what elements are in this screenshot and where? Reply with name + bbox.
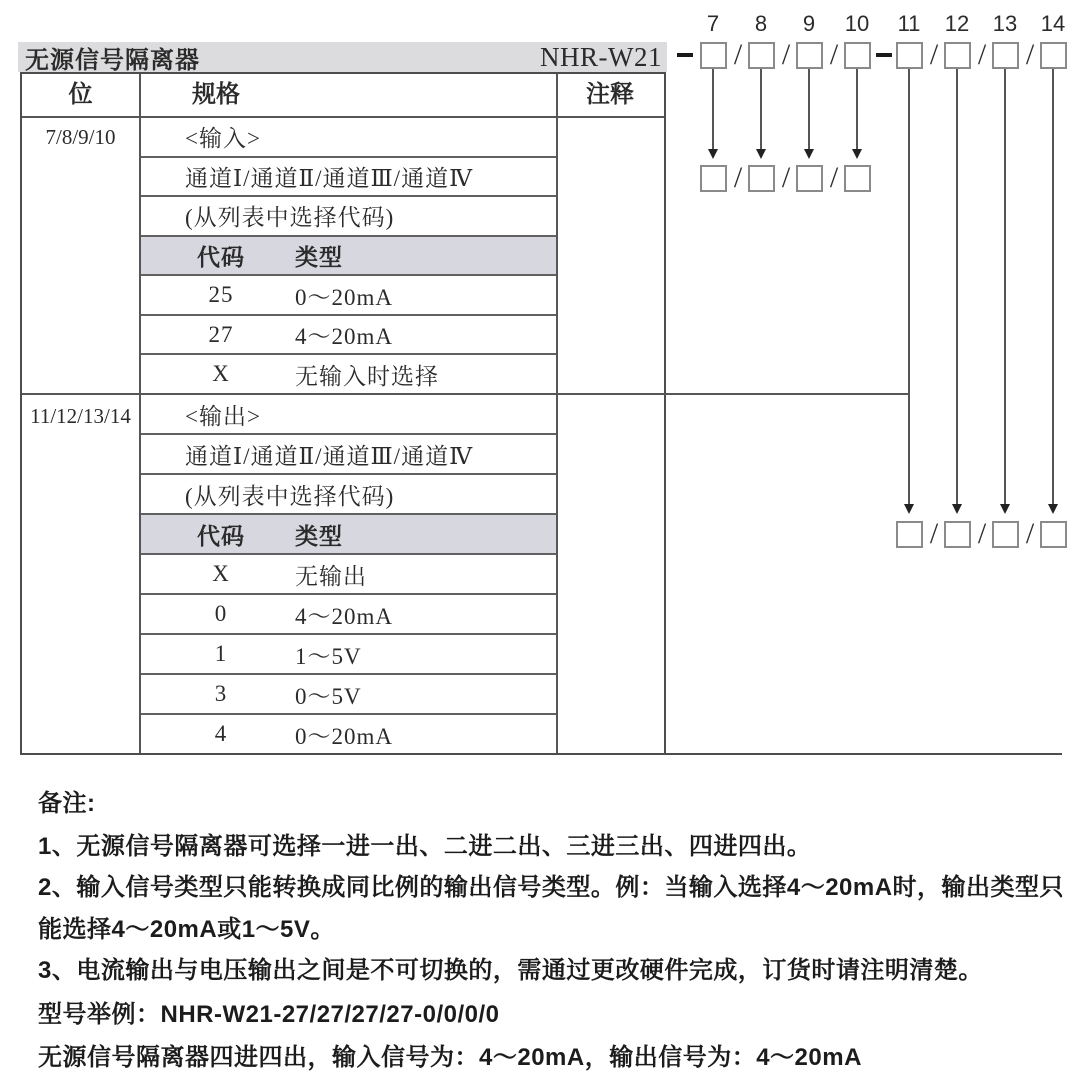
table-row [141,118,556,158]
slash-separator: / [781,38,791,71]
slash-separator: / [1025,38,1035,71]
spec-text: 通道Ⅰ/通道Ⅱ/通道Ⅲ/通道Ⅳ [185,165,474,191]
model-number: NHR-W21 [540,41,662,72]
table-row [141,595,556,635]
type-value: 4～20mA [295,603,393,629]
type-value: 4～20mA [295,324,393,350]
spec-text: <输出> [185,403,261,429]
table-row [141,715,556,753]
digit-label-7: 7 [706,11,720,36]
output-code-box-1 [896,521,923,548]
input-code-box-3 [796,165,823,192]
digit-label-8: 8 [754,11,768,36]
code-value: 27 [208,321,234,347]
column-header-note: 注释 [586,82,634,108]
input-code-box-1 [700,165,727,192]
column-divider [556,74,558,753]
table-row [141,355,556,393]
type-value: 0～5V [295,683,362,709]
type-header: 类型 [295,523,343,549]
spec-text: 通道Ⅰ/通道Ⅱ/通道Ⅲ/通道Ⅳ [185,443,474,469]
code-header-row [141,237,556,277]
slash-separator: / [977,38,987,71]
product-name: 无源信号隔离器 [25,47,200,74]
digit-label-10: 10 [844,11,870,36]
note-line-2: 2、输入信号类型只能转换成同比例的输出信号类型。例：当输入选择4～20mA时，输出类型只 [38,874,1065,901]
code-header: 代码 [197,523,245,549]
column-header-position: 位 [68,82,93,108]
table-row [141,675,556,715]
spec-text: (从列表中选择代码) [185,205,395,231]
title-bar [18,42,667,72]
code-value: X [212,561,230,586]
code-box-12 [944,42,971,69]
table-bottom-extension [664,753,1062,755]
leader-line-10 [856,69,858,149]
note-line-3: 3、电流输出与电压输出之间是不可切换的，需通过更改硬件完成，订货时请注明清楚。 [38,957,983,984]
table-row [141,555,556,595]
spec-rows-output [141,395,556,753]
digit-label-14: 14 [1040,11,1066,36]
ordering-code-table [20,72,666,755]
arrowhead-icon [952,504,962,514]
table-row [141,435,556,475]
table-row [141,316,556,356]
code-value: X [212,361,230,387]
code-value: 3 [214,681,228,706]
arrowhead-icon [756,149,766,159]
code-box-9 [796,42,823,69]
leader-line-14 [1052,69,1054,504]
column-header-spec: 规格 [192,82,240,108]
output-code-box-4 [1040,521,1067,548]
code-value: 4 [214,721,228,746]
digit-label-9: 9 [802,11,816,36]
slash-separator: / [733,38,743,71]
code-value: 25 [208,282,234,308]
spec-text: <输入> [185,126,261,152]
leader-line-13 [1004,69,1006,504]
slash-separator: / [733,161,743,194]
arrowhead-icon [852,149,862,159]
leader-line-11 [908,69,910,504]
digit-label-11: 11 [897,11,921,36]
slash-separator: / [929,517,939,550]
code-header-row [141,515,556,555]
input-code-box-4 [844,165,871,192]
code-box-8 [748,42,775,69]
position-digits-output: 11/12/13/14 [30,404,131,428]
table-row [141,158,556,198]
leader-line-9 [808,69,810,149]
model-example: 型号举例：NHR-W21-27/27/27/27-0/0/0/0 [38,1001,500,1028]
slash-separator: / [929,38,939,71]
type-header: 类型 [295,245,343,271]
arrowhead-icon [708,149,718,159]
leader-line-8 [760,69,762,149]
note-line-2-cont: 能选择4～20mA或1～5V。 [38,916,335,943]
code-value: 1 [214,641,228,666]
slash-separator: / [1025,517,1035,550]
type-value: 0～20mA [295,723,393,749]
table-row [141,197,556,237]
arrowhead-icon [1048,504,1058,514]
arrowhead-icon [804,149,814,159]
digit-label-12: 12 [944,11,970,36]
code-box-10 [844,42,871,69]
type-value: 1～5V [295,643,362,669]
section-divider-extension [664,393,910,395]
type-value: 无输出 [295,563,367,589]
type-value: 无输入时选择 [295,363,439,389]
dash-separator [677,53,693,57]
slash-separator: / [829,38,839,71]
code-box-13 [992,42,1019,69]
leader-line-7 [712,69,714,149]
input-code-box-2 [748,165,775,192]
digit-label-13: 13 [992,11,1018,36]
spec-rows-input [141,118,556,393]
dash-separator [876,53,892,57]
slash-separator: / [977,517,987,550]
output-code-box-2 [944,521,971,548]
notes-label: 备注: [38,790,96,817]
table-row [141,276,556,316]
code-value: 0 [214,601,228,626]
example-descr: 无源信号隔离器四进四出，输入信号为：4～20mA，输出信号为：4～20mA [38,1044,862,1071]
code-box-7 [700,42,727,69]
code-box-14 [1040,42,1067,69]
note-line-1: 1、无源信号隔离器可选择一进一出、二进二出、三进三出、四进四出。 [38,833,812,860]
spec-text: (从列表中选择代码) [185,483,395,509]
code-header: 代码 [197,245,245,271]
leader-line-12 [956,69,958,504]
type-value: 0～20mA [295,284,393,310]
code-box-11 [896,42,923,69]
output-code-box-3 [992,521,1019,548]
slash-separator: / [781,161,791,194]
table-row [141,635,556,675]
table-row [141,475,556,515]
table-row [141,395,556,435]
arrowhead-icon [904,504,914,514]
arrowhead-icon [1000,504,1010,514]
position-digits-input: 7/8/9/10 [45,125,116,149]
slash-separator: / [829,161,839,194]
